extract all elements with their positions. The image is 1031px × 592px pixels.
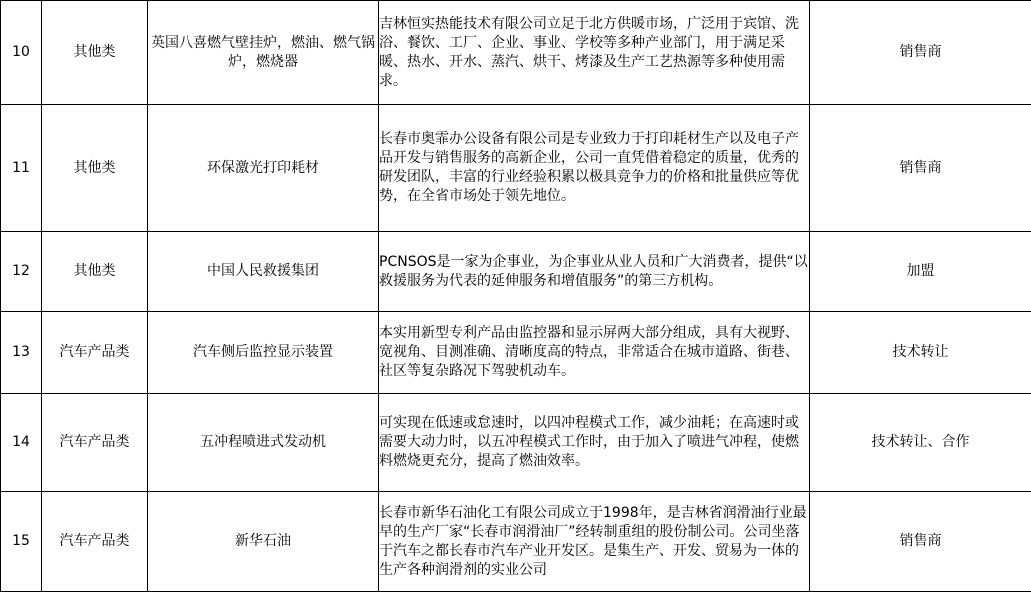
table-row	[1, 492, 1031, 592]
row-number: 15	[1, 492, 42, 592]
table-row	[1, 394, 1031, 492]
description-cell: 可实现在低速或怠速时，以四冲程模式工作，减少油耗；在高速时或需要大动力时，以五冲程模式工作时，由于加入了喷进气冲程，使燃料燃烧更充分，提高了燃油效率。	[379, 394, 810, 492]
table-row	[1, 312, 1031, 394]
cooperation-cell: 销售商	[810, 105, 1031, 232]
row-number: 10	[1, 1, 42, 105]
category-cell: 汽车产品类	[42, 394, 148, 492]
description-cell: 吉林恒实热能技术有限公司立足于北方供暖市场，广泛用于宾馆、洗浴、餐饮、工厂、企业、事业、学校等多种产业部门，用于满足采暖、热水、开水、蒸汽、烘干、烤漆及生产工艺热源等多种使用需求。	[379, 1, 810, 105]
cooperation-cell: 销售商	[810, 492, 1031, 592]
cooperation-cell: 加盟	[810, 232, 1031, 312]
category-cell: 汽车产品类	[42, 312, 148, 394]
description-cell: 长春市奥霏办公设备有限公司是专业致力于打印耗材生产以及电子产品开发与销售服务的高新企业，公司一直凭借着稳定的质量，优秀的研发团队，丰富的行业经验积累以极具竞争力的价格和批量供应等优势，在全省市场处于领先地位。	[379, 105, 810, 232]
table-row	[1, 232, 1031, 312]
row-number: 13	[1, 312, 42, 394]
category-cell: 汽车产品类	[42, 492, 148, 592]
cooperation-cell: 销售商	[810, 1, 1031, 105]
project-name-cell: 环保激光打印耗材	[148, 105, 379, 232]
project-name-cell: 五冲程喷进式发动机	[148, 394, 379, 492]
table-row	[1, 1, 1031, 105]
row-number: 11	[1, 105, 42, 232]
row-number: 14	[1, 394, 42, 492]
category-cell: 其他类	[42, 1, 148, 105]
table-row	[1, 105, 1031, 232]
description-cell: PCNSOS是一家为企事业，为企事业从业人员和广大消费者，提供“以救援服务为代表的延伸服务和增值服务”的第三方机构。	[379, 232, 810, 312]
project-name-cell: 英国八喜燃气壁挂炉，燃油、燃气锅炉，燃烧器	[148, 1, 379, 105]
cooperation-cell: 技术转让、合作	[810, 394, 1031, 492]
project-name-cell: 汽车侧后监控显示装置	[148, 312, 379, 394]
category-cell: 其他类	[42, 105, 148, 232]
description-cell: 本实用新型专利产品由监控器和显示屏两大部分组成，具有大视野、宽视角、目测准确、清晰度高的特点，非常适合在城市道路、街巷、社区等复杂路况下驾驶机动车。	[379, 312, 810, 394]
description-cell: 长春市新华石油化工有限公司成立于1998年，是吉林省润滑油行业最早的生产厂家“长春市润滑油厂”经转制重组的股份制公司。公司坐落于汽车之都长春市汽车产业开发区。是集生产、开发、贸易为一体的生产各种润滑剂的实业公司	[379, 492, 810, 592]
cooperation-cell: 技术转让	[810, 312, 1031, 394]
row-number: 12	[1, 232, 42, 312]
project-name-cell: 中国人民救援集团	[148, 232, 379, 312]
category-cell: 其他类	[42, 232, 148, 312]
project-name-cell: 新华石油	[148, 492, 379, 592]
